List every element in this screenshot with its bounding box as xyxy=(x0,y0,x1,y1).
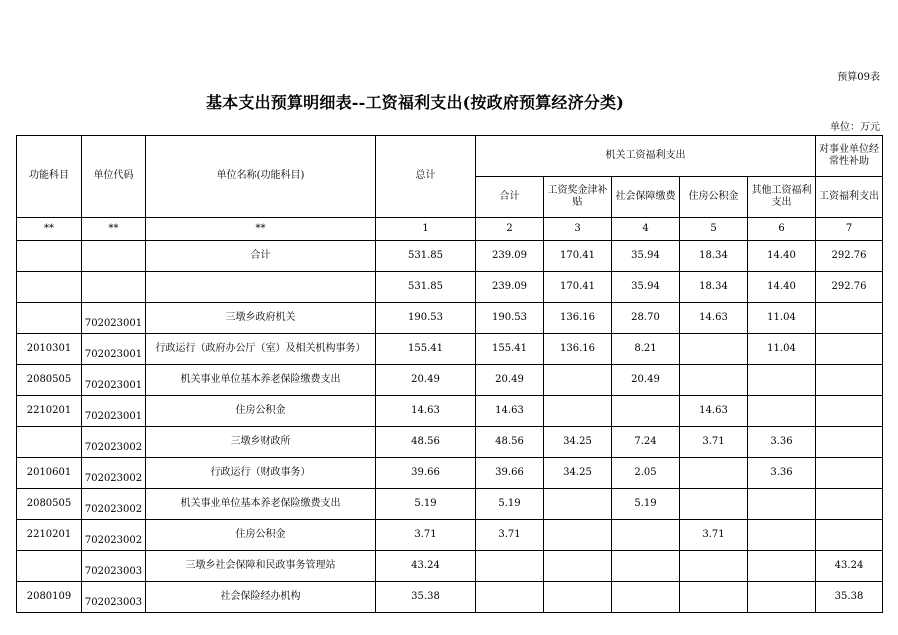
unit-name-cell: 合计 xyxy=(146,241,376,272)
unit-code-cell: 702023002 xyxy=(82,458,146,489)
index-cell: ** xyxy=(146,218,376,241)
housing-cell: 14.63 xyxy=(680,396,748,427)
header-unit-name: 单位名称(功能科目) xyxy=(146,136,376,218)
housing-cell xyxy=(680,489,748,520)
housing-cell: 3.71 xyxy=(680,520,748,551)
unit-code-cell: 702023001 xyxy=(82,334,146,365)
inst-welfare-cell xyxy=(816,489,883,520)
inst-welfare-cell: 35.38 xyxy=(816,582,883,613)
header-housing: 住房公积金 xyxy=(680,177,748,218)
form-number: 预算09表 xyxy=(837,72,880,83)
salary-cell xyxy=(544,365,612,396)
header-subtotal: 合计 xyxy=(476,177,544,218)
total-cell: 48.56 xyxy=(376,427,476,458)
index-cell: ** xyxy=(82,218,146,241)
subtotal-cell: 14.63 xyxy=(476,396,544,427)
func-subject-cell: 2010601 xyxy=(17,458,82,489)
subtotal-cell: 239.09 xyxy=(476,241,544,272)
unit-name-cell: 三墩乡财政所 xyxy=(146,427,376,458)
subtotal-cell: 20.49 xyxy=(476,365,544,396)
unit-code-cell: 702023003 xyxy=(82,551,146,582)
table-row xyxy=(17,396,883,427)
inst-welfare-cell xyxy=(816,458,883,489)
inst-welfare-cell xyxy=(816,396,883,427)
social-cell: 8.21 xyxy=(612,334,680,365)
social-cell: 2.05 xyxy=(612,458,680,489)
housing-cell: 3.71 xyxy=(680,427,748,458)
other-cell: 11.04 xyxy=(748,334,816,365)
unit-name-cell: 三墩乡社会保障和民政事务管理站 xyxy=(146,551,376,582)
func-subject-cell: 2210201 xyxy=(17,520,82,551)
inst-welfare-cell: 292.76 xyxy=(816,241,883,272)
header-other: 其他工资福利支出 xyxy=(748,177,816,218)
subtotal-cell: 5.19 xyxy=(476,489,544,520)
other-cell xyxy=(748,520,816,551)
header-inst-sub: 工资福利支出 xyxy=(816,177,883,218)
total-cell: 35.38 xyxy=(376,582,476,613)
unit-name-cell: 行政运行（政府办公厅（室）及相关机构事务） xyxy=(146,334,376,365)
table-row xyxy=(17,582,883,613)
total-cell: 20.49 xyxy=(376,365,476,396)
header-salary: 工资奖金津补贴 xyxy=(544,177,612,218)
header-total: 总计 xyxy=(376,136,476,218)
subtotal-cell: 48.56 xyxy=(476,427,544,458)
total-cell: 531.85 xyxy=(376,241,476,272)
housing-cell xyxy=(680,551,748,582)
unit-name-cell: 机关事业单位基本养老保险缴费支出 xyxy=(146,489,376,520)
unit-code-cell: 702023001 xyxy=(82,396,146,427)
table-row xyxy=(17,458,883,489)
other-cell xyxy=(748,365,816,396)
unit-code-cell: 702023001 xyxy=(82,365,146,396)
total-cell: 5.19 xyxy=(376,489,476,520)
inst-welfare-cell xyxy=(816,365,883,396)
unit-code-cell: 702023002 xyxy=(82,427,146,458)
unit-name-cell: 三墩乡政府机关 xyxy=(146,303,376,334)
unit-code-cell xyxy=(82,272,146,303)
salary-cell xyxy=(544,489,612,520)
table-row xyxy=(17,551,883,582)
total-cell: 190.53 xyxy=(376,303,476,334)
housing-cell: 14.63 xyxy=(680,303,748,334)
social-cell: 7.24 xyxy=(612,427,680,458)
func-subject-cell xyxy=(17,551,82,582)
housing-cell xyxy=(680,365,748,396)
social-cell: 5.19 xyxy=(612,489,680,520)
func-subject-cell xyxy=(17,241,82,272)
table-row xyxy=(17,489,883,520)
unit-name-cell: 社会保险经办机构 xyxy=(146,582,376,613)
unit-code-cell: 702023001 xyxy=(82,303,146,334)
subtotal-cell: 3.71 xyxy=(476,520,544,551)
social-cell xyxy=(612,551,680,582)
salary-cell: 170.41 xyxy=(544,241,612,272)
housing-cell xyxy=(680,334,748,365)
social-cell xyxy=(612,520,680,551)
table-row xyxy=(17,303,883,334)
header-org-group: 机关工资福利支出 xyxy=(476,136,816,177)
index-cell: 5 xyxy=(680,218,748,241)
index-cell: 1 xyxy=(376,218,476,241)
other-cell: 3.36 xyxy=(748,458,816,489)
table-row xyxy=(17,520,883,551)
social-cell: 20.49 xyxy=(612,365,680,396)
salary-cell: 34.25 xyxy=(544,458,612,489)
social-cell xyxy=(612,396,680,427)
header-func-subject: 功能科目 xyxy=(17,136,82,218)
table-row xyxy=(17,365,883,396)
index-cell: 7 xyxy=(816,218,883,241)
unit-label: 单位：万元 xyxy=(830,122,880,133)
salary-cell: 170.41 xyxy=(544,272,612,303)
total-cell: 531.85 xyxy=(376,272,476,303)
inst-welfare-cell: 292.76 xyxy=(816,272,883,303)
unit-code-cell: 702023002 xyxy=(82,520,146,551)
housing-cell xyxy=(680,582,748,613)
other-cell xyxy=(748,396,816,427)
other-cell xyxy=(748,551,816,582)
other-cell: 14.40 xyxy=(748,272,816,303)
inst-welfare-cell: 43.24 xyxy=(816,551,883,582)
other-cell xyxy=(748,489,816,520)
salary-cell xyxy=(544,582,612,613)
budget-table xyxy=(16,135,883,613)
salary-cell xyxy=(544,396,612,427)
table-row xyxy=(17,241,883,272)
subtotal-cell: 190.53 xyxy=(476,303,544,334)
unit-code-cell: 702023002 xyxy=(82,489,146,520)
total-cell: 14.63 xyxy=(376,396,476,427)
index-cell: 4 xyxy=(612,218,680,241)
housing-cell: 18.34 xyxy=(680,272,748,303)
table-row xyxy=(17,334,883,365)
total-cell: 3.71 xyxy=(376,520,476,551)
index-row xyxy=(17,218,883,241)
func-subject-cell: 2210201 xyxy=(17,396,82,427)
index-cell: 3 xyxy=(544,218,612,241)
salary-cell: 136.16 xyxy=(544,303,612,334)
header-inst-group: 对事业单位经常性补助 xyxy=(816,136,883,177)
inst-welfare-cell xyxy=(816,427,883,458)
subtotal-cell: 155.41 xyxy=(476,334,544,365)
func-subject-cell xyxy=(17,303,82,334)
func-subject-cell: 2010301 xyxy=(17,334,82,365)
total-cell: 155.41 xyxy=(376,334,476,365)
social-cell: 35.94 xyxy=(612,272,680,303)
social-cell xyxy=(612,582,680,613)
func-subject-cell: 2080505 xyxy=(17,365,82,396)
unit-code-cell: 702023003 xyxy=(82,582,146,613)
unit-name-cell: 住房公积金 xyxy=(146,396,376,427)
unit-name-cell: 住房公积金 xyxy=(146,520,376,551)
total-cell: 39.66 xyxy=(376,458,476,489)
housing-cell: 18.34 xyxy=(680,241,748,272)
inst-welfare-cell xyxy=(816,520,883,551)
unit-name-cell: 机关事业单位基本养老保险缴费支出 xyxy=(146,365,376,396)
table-row xyxy=(17,272,883,303)
unit-name-cell xyxy=(146,272,376,303)
func-subject-cell: 2080109 xyxy=(17,582,82,613)
other-cell: 11.04 xyxy=(748,303,816,334)
social-cell: 28.70 xyxy=(612,303,680,334)
func-subject-cell xyxy=(17,427,82,458)
other-cell: 14.40 xyxy=(748,241,816,272)
table-row xyxy=(17,427,883,458)
index-cell: ** xyxy=(17,218,82,241)
inst-welfare-cell xyxy=(816,334,883,365)
social-cell: 35.94 xyxy=(612,241,680,272)
salary-cell: 34.25 xyxy=(544,427,612,458)
total-cell: 43.24 xyxy=(376,551,476,582)
header-social: 社会保障缴费 xyxy=(612,177,680,218)
housing-cell xyxy=(680,458,748,489)
func-subject-cell: 2080505 xyxy=(17,489,82,520)
subtotal-cell xyxy=(476,582,544,613)
unit-code-cell xyxy=(82,241,146,272)
salary-cell xyxy=(544,520,612,551)
subtotal-cell: 239.09 xyxy=(476,272,544,303)
page-title: 基本支出预算明细表--工资福利支出(按政府预算经济分类) xyxy=(205,93,625,112)
subtotal-cell: 39.66 xyxy=(476,458,544,489)
other-cell: 3.36 xyxy=(748,427,816,458)
unit-name-cell: 行政运行（财政事务） xyxy=(146,458,376,489)
inst-welfare-cell xyxy=(816,303,883,334)
header-unit-code: 单位代码 xyxy=(82,136,146,218)
index-cell: 2 xyxy=(476,218,544,241)
func-subject-cell xyxy=(17,272,82,303)
subtotal-cell xyxy=(476,551,544,582)
salary-cell: 136.16 xyxy=(544,334,612,365)
salary-cell xyxy=(544,551,612,582)
index-cell: 6 xyxy=(748,218,816,241)
other-cell xyxy=(748,582,816,613)
